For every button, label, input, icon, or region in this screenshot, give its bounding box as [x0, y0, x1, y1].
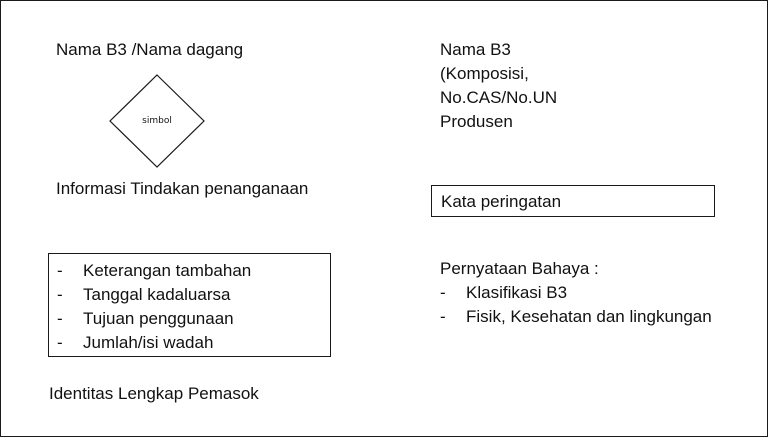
signal-word-box: [431, 185, 715, 217]
list-item: - Keterangan tambahan: [57, 261, 252, 280]
symbol-label: simbol: [142, 116, 172, 126]
list-item: - Tanggal kadaluarsa: [57, 285, 231, 304]
extra-info-list: [57, 259, 330, 355]
list-item: - Klasifikasi B3: [440, 283, 568, 302]
composition-line: (Komposisi,: [440, 64, 529, 83]
list-item: - Fisik, Kesehatan dan lingkungan: [440, 307, 712, 326]
extra-info-box: [48, 253, 331, 357]
hazard-symbol: [109, 74, 205, 168]
supplier-identity: Identitas Lengkap Pemasok: [49, 384, 259, 403]
hazard-statement-list: [440, 281, 712, 329]
list-item: - Tujuan penggunaan: [57, 309, 234, 328]
list-item: - Jumlah/isi wadah: [57, 333, 214, 352]
composition-block: [440, 38, 557, 134]
composition-line: Produsen: [440, 112, 513, 131]
hazard-statement-heading: Pernyataan Bahaya :: [440, 259, 599, 278]
signal-word: Kata peringatan: [441, 192, 562, 211]
composition-line: No.CAS/No.UN: [440, 88, 558, 107]
handling-info: Informasi Tindakan penanganaan: [56, 179, 309, 198]
product-name: Nama B3 /Nama dagang: [56, 40, 244, 59]
composition-line: Nama B3: [440, 40, 511, 59]
